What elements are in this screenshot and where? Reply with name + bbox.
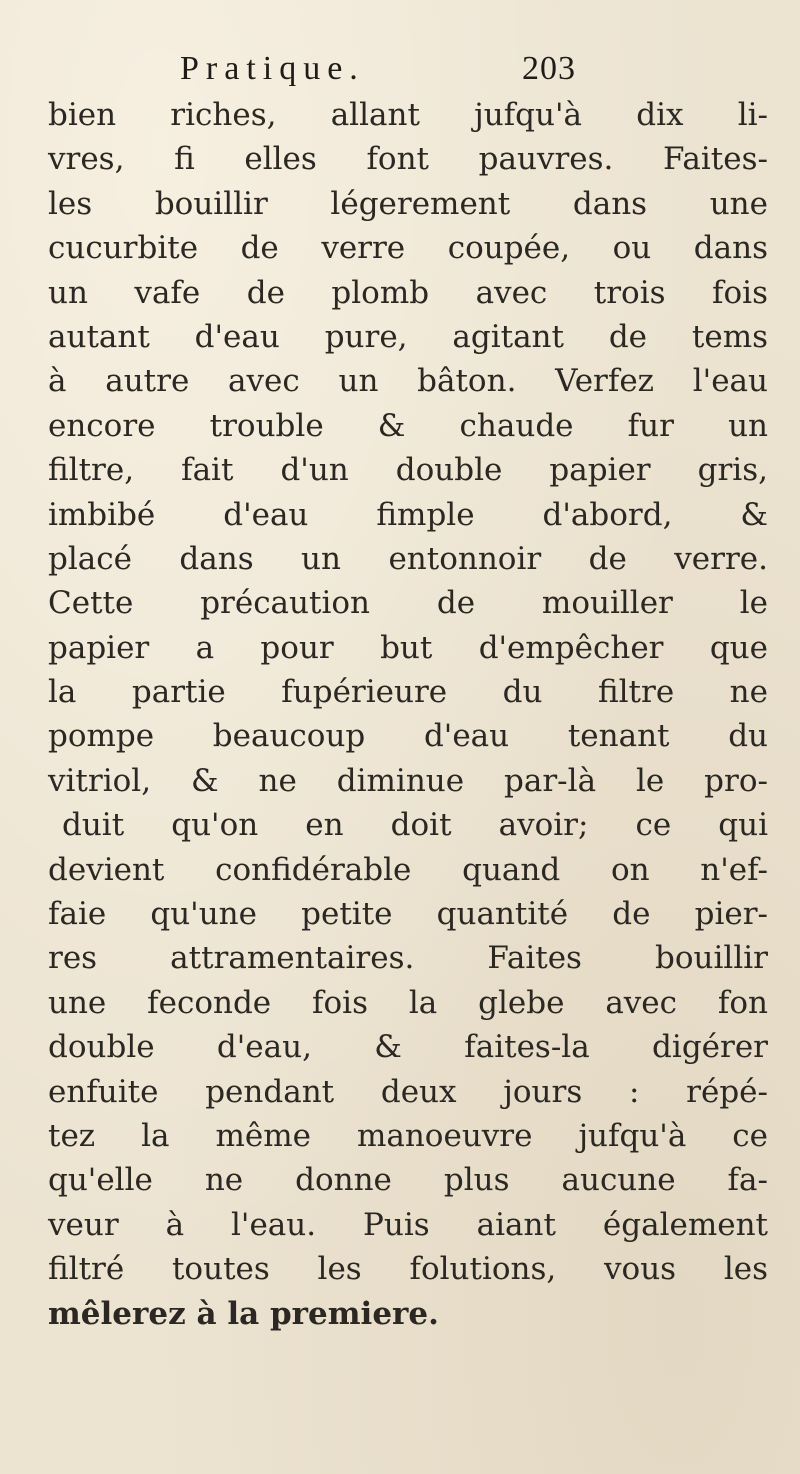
text-line: double d'eau, & faites-la digérer <box>48 1029 768 1066</box>
text-line: les bouillir légerement dans une <box>48 185 768 222</box>
page-number: 203 <box>522 50 576 87</box>
text-line: autant d'eau pure, agitant de tems <box>48 318 768 355</box>
text-line: qu'elle ne donne plus aucune fa- <box>48 1162 768 1199</box>
text-line: placé dans un entonnoir de verre. <box>48 540 768 577</box>
text-line: tez la même manoeuvre jufqu'à ce <box>48 1117 768 1154</box>
text-line: cucurbite de verre coupée, ou dans <box>48 230 768 267</box>
text-line: devient confidérable quand on n'ef- <box>48 851 768 888</box>
text-line: encore trouble & chaude fur un <box>48 407 768 444</box>
text-line: vres, fi elles font pauvres. Faites- <box>48 141 768 178</box>
text-line: filtré toutes les folutions, vous les <box>48 1251 768 1288</box>
text-line: pompe beaucoup d'eau tenant du <box>48 718 768 755</box>
text-line: imbibé d'eau fimple d'abord, & <box>48 496 768 533</box>
text-line: bien riches, allant jufqu'à dix li- <box>48 97 768 133</box>
text-line: enfuite pendant deux jours : répé- <box>48 1073 768 1110</box>
page-header <box>0 50 800 96</box>
text-line: res attramentaires. Faites bouillir <box>48 940 768 977</box>
text-line: filtre, fait d'un double papier gris, <box>48 452 768 489</box>
text-line: la partie fupérieure du filtre ne <box>48 674 768 711</box>
body-text <box>48 93 768 1336</box>
text-line: veur à l'eau. Puis aiant également <box>48 1206 768 1243</box>
text-line: Cette précaution de mouiller le <box>48 585 768 622</box>
text-line: faie qu'une petite quantité de pier- <box>48 896 768 933</box>
text-line: une feconde fois la glebe avec fon <box>48 984 768 1021</box>
text-line: à autre avec un bâton. Verfez l'eau <box>48 363 768 400</box>
text-line: papier a pour but d'empêcher que <box>48 629 768 666</box>
text-line-last: mêlerez à la premiere. <box>48 1295 439 1332</box>
text-line: vitriol, & ne diminue par-là le pro- <box>48 762 768 799</box>
text-line: duit qu'on en doit avoir; ce qui <box>62 807 768 844</box>
running-title: Pratique. <box>180 50 365 87</box>
text-line: un vafe de plomb avec trois fois <box>48 274 768 311</box>
